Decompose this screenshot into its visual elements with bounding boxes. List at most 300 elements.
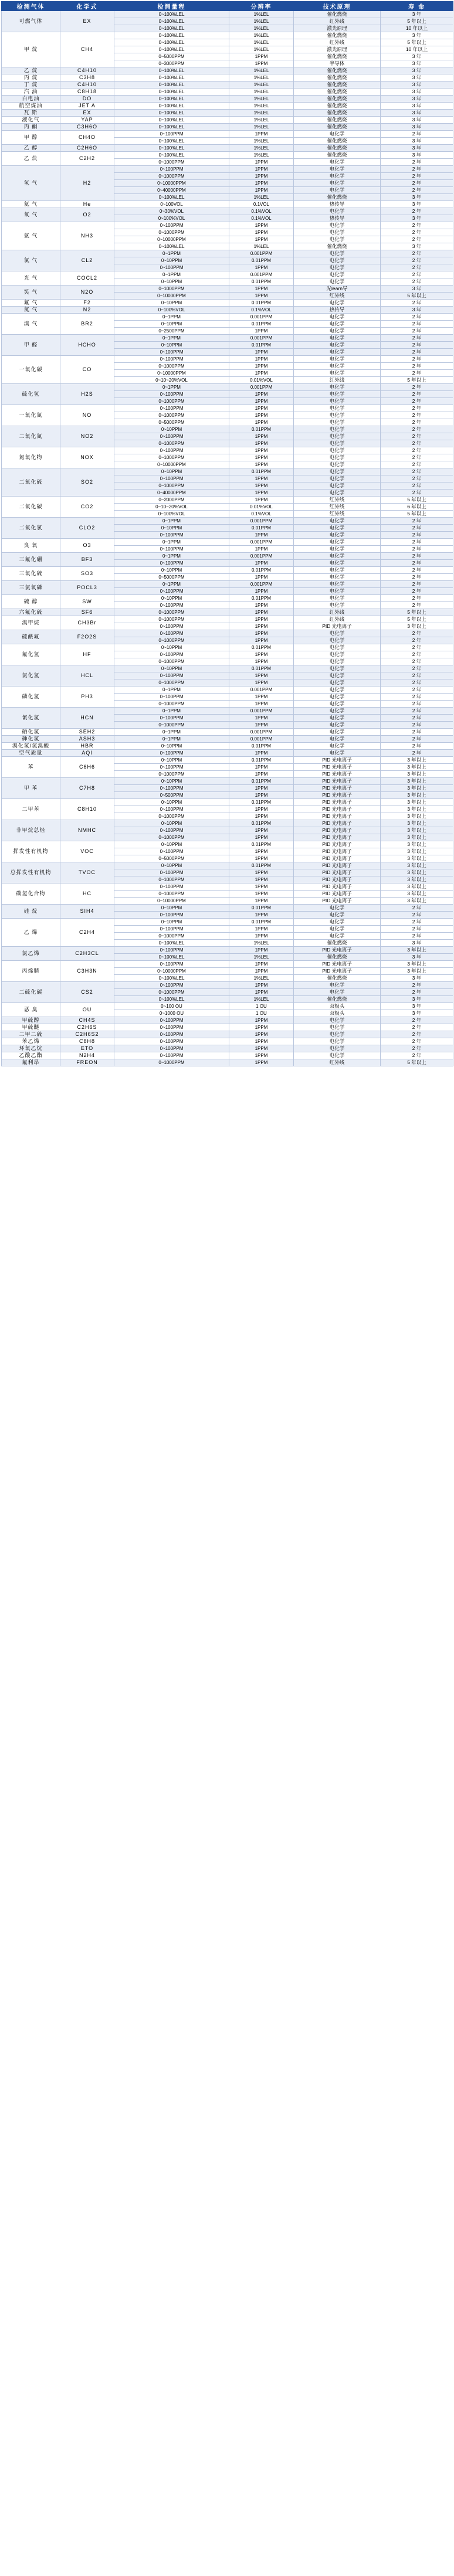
cell-resolution: 0.001PPM xyxy=(229,729,294,736)
cell-technology: PID 光电离子 xyxy=(294,883,381,891)
cell-detection-range: 0~10PPM xyxy=(114,567,229,574)
cell-lifetime: 3 年以上 xyxy=(381,848,453,855)
cell-detection-range: 0~100PPM xyxy=(114,651,229,658)
cell-lifetime: 2 年 xyxy=(381,701,453,708)
cell-lifetime: 2 年 xyxy=(381,539,453,546)
cell-resolution: 1PPM xyxy=(229,412,294,419)
cell-detection-range: 0~5000PPM xyxy=(114,53,229,60)
cell-lifetime: 2 年 xyxy=(381,342,453,349)
cell-lifetime: 2 年 xyxy=(381,173,453,180)
table-row xyxy=(2,518,453,525)
cell-lifetime: 2 年 xyxy=(381,602,453,609)
cell-resolution: 1PPM xyxy=(229,433,294,440)
cell-detection-range: 0~100PPM xyxy=(114,391,229,398)
cell-technology: 激光原理 xyxy=(294,25,381,32)
cell-detection-range: 0~1000PPM xyxy=(114,482,229,490)
column-header-technology: 技术原理 xyxy=(294,2,381,11)
cell-detection-range: 0~100PPM xyxy=(114,630,229,637)
cell-resolution: 1PPM xyxy=(229,715,294,722)
cell-detection-range: 0~10PPM xyxy=(114,919,229,926)
cell-resolution: 0.01PPM xyxy=(229,426,294,433)
cell-technology: 双极头 xyxy=(294,1003,381,1010)
cell-resolution: 1%LEL xyxy=(229,975,294,982)
cell-detection-range: 0~100%LEL xyxy=(114,46,229,53)
cell-detection-range: 0~100%LEL xyxy=(114,89,229,96)
cell-resolution: 1PPM xyxy=(229,771,294,778)
cell-detection-range: 0~100PPM xyxy=(114,532,229,539)
cell-detection-range: 0~100%VOL xyxy=(114,511,229,518)
cell-detection-range: 0~2000PPM xyxy=(114,497,229,504)
table-row xyxy=(2,89,453,96)
cell-resolution: 1PPM xyxy=(229,1024,294,1031)
cell-lifetime: 5 年以上 xyxy=(381,39,453,46)
cell-chemical-formula: C3H3N xyxy=(60,961,114,982)
cell-gas-name: 一氧化氮 xyxy=(2,405,60,426)
cell-chemical-formula: H2S xyxy=(60,384,114,405)
cell-lifetime: 2 年 xyxy=(381,349,453,356)
cell-lifetime: 3 年 xyxy=(381,286,453,293)
table-row xyxy=(2,743,453,750)
cell-gas-name: 瓦 斯 xyxy=(2,110,60,117)
cell-lifetime: 2 年 xyxy=(381,187,453,194)
cell-technology: 催化燃烧 xyxy=(294,11,381,18)
cell-lifetime: 2 年 xyxy=(381,328,453,335)
cell-detection-range: 0~10000PPM xyxy=(114,898,229,905)
cell-technology: PID 光电离子 xyxy=(294,623,381,630)
cell-detection-range: 0~10000PPM xyxy=(114,968,229,975)
cell-chemical-formula: HCL xyxy=(60,665,114,687)
cell-detection-range: 0~1PPM xyxy=(114,314,229,321)
cell-detection-range: 0~1PPM xyxy=(114,729,229,736)
cell-resolution: 1PPM xyxy=(229,933,294,940)
cell-lifetime: 3 年以上 xyxy=(381,806,453,813)
cell-chemical-formula: EX xyxy=(60,11,114,32)
cell-resolution: 1PPM xyxy=(229,926,294,933)
cell-resolution: 1PPM xyxy=(229,546,294,553)
table-row xyxy=(2,166,453,173)
table-row xyxy=(2,947,453,954)
cell-lifetime: 2 年 xyxy=(381,468,453,475)
cell-technology: 红外线 xyxy=(294,18,381,25)
cell-resolution: 1PPM xyxy=(229,440,294,447)
cell-resolution: 1PPM xyxy=(229,490,294,497)
cell-resolution: 1PPM xyxy=(229,454,294,461)
cell-technology: 电化学 xyxy=(294,672,381,679)
cell-lifetime: 2 年 xyxy=(381,384,453,391)
cell-detection-range: 0~1PPM xyxy=(114,708,229,715)
cell-technology: 电化学 xyxy=(294,490,381,497)
cell-resolution: 1%LEL xyxy=(229,18,294,25)
cell-resolution: 1PPM xyxy=(229,222,294,229)
cell-technology: PID 光电离子 xyxy=(294,771,381,778)
cell-gas-name: 环氧乙烷 xyxy=(2,1045,60,1052)
cell-lifetime: 3 年 xyxy=(381,194,453,201)
cell-lifetime: 3 年以上 xyxy=(381,623,453,630)
cell-gas-name: 乙 烷 xyxy=(2,67,60,74)
cell-technology: 电化学 xyxy=(294,905,381,912)
cell-technology: 催化燃烧 xyxy=(294,954,381,961)
cell-gas-name: 光 气 xyxy=(2,271,60,286)
cell-technology: PID 光电离子 xyxy=(294,764,381,771)
cell-lifetime: 3 年 xyxy=(381,243,453,250)
cell-detection-range: 0~1PPM xyxy=(114,335,229,342)
cell-technology: 双极头 xyxy=(294,1010,381,1017)
cell-detection-range: 0~10~20%VOL xyxy=(114,377,229,384)
cell-technology: 电化学 xyxy=(294,159,381,166)
cell-detection-range: 0~5000PPM xyxy=(114,419,229,426)
cell-resolution: 1%LEL xyxy=(229,39,294,46)
cell-technology: 电化学 xyxy=(294,335,381,342)
cell-detection-range: 0~100%LEL xyxy=(114,67,229,74)
cell-lifetime: 2 年 xyxy=(381,391,453,398)
cell-lifetime: 2 年 xyxy=(381,581,453,588)
cell-technology: 热传导 xyxy=(294,215,381,222)
cell-lifetime: 2 年 xyxy=(381,912,453,919)
cell-gas-name: 甲硫醚 xyxy=(2,1024,60,1031)
cell-chemical-formula: HCN xyxy=(60,708,114,729)
cell-technology: 催化燃烧 xyxy=(294,940,381,947)
cell-lifetime: 3 年 xyxy=(381,103,453,110)
cell-lifetime: 2 年 xyxy=(381,933,453,940)
cell-detection-range: 0~1000PPM xyxy=(114,229,229,236)
cell-detection-range: 0~10PPM xyxy=(114,468,229,475)
cell-lifetime: 3 年 xyxy=(381,996,453,1003)
cell-technology: 催化燃烧 xyxy=(294,117,381,124)
cell-resolution: 0.01PPM xyxy=(229,841,294,848)
cell-resolution: 1%LEL xyxy=(229,67,294,74)
cell-technology: 电化学 xyxy=(294,553,381,560)
cell-resolution: 1PPM xyxy=(229,398,294,405)
cell-resolution: 0.001PPM xyxy=(229,736,294,743)
cell-gas-name: 航空煤油 xyxy=(2,103,60,110)
cell-resolution: 1%LEL xyxy=(229,145,294,152)
cell-resolution: 0.01PPM xyxy=(229,300,294,307)
cell-gas-name: 硒化氢 xyxy=(2,729,60,736)
cell-detection-range: 0~100%LEL xyxy=(114,243,229,250)
cell-gas-name: 二硫化碳 xyxy=(2,982,60,1003)
cell-lifetime: 2 年 xyxy=(381,1024,453,1031)
cell-chemical-formula: H2 xyxy=(60,166,114,201)
cell-technology: 电化学 xyxy=(294,314,381,321)
cell-lifetime: 3 年 xyxy=(381,145,453,152)
cell-technology: 电化学 xyxy=(294,342,381,349)
cell-lifetime: 3 年以上 xyxy=(381,898,453,905)
cell-gas-name: 砷化氢 xyxy=(2,736,60,743)
cell-chemical-formula: CO xyxy=(60,356,114,384)
cell-technology: 催化燃烧 xyxy=(294,138,381,145)
cell-resolution: 0.01PPM xyxy=(229,468,294,475)
cell-resolution: 1%LEL xyxy=(229,940,294,947)
cell-resolution: 1PPM xyxy=(229,1059,294,1066)
cell-lifetime: 2 年 xyxy=(381,905,453,912)
cell-lifetime: 2 年 xyxy=(381,525,453,532)
cell-chemical-formula: F2O2S xyxy=(60,630,114,644)
cell-lifetime: 2 年 xyxy=(381,166,453,173)
cell-resolution: 1%LEL xyxy=(229,152,294,159)
cell-technology: 电化学 xyxy=(294,1031,381,1038)
cell-resolution: 1PPM xyxy=(229,658,294,665)
cell-detection-range: 0~100PPM xyxy=(114,1017,229,1024)
cell-chemical-formula: BF3 xyxy=(60,553,114,567)
cell-chemical-formula: C8H10 xyxy=(60,799,114,820)
table-row xyxy=(2,919,453,926)
cell-lifetime: 2 年 xyxy=(381,208,453,215)
cell-gas-name: 二氧化氮 xyxy=(2,426,60,447)
cell-resolution: 1PPM xyxy=(229,328,294,335)
cell-gas-name: 丙 烷 xyxy=(2,74,60,81)
cell-chemical-formula: HF xyxy=(60,644,114,665)
table-row xyxy=(2,208,453,215)
cell-resolution: 1PPM xyxy=(229,672,294,679)
cell-resolution: 1PPM xyxy=(229,574,294,581)
cell-lifetime: 3 年以上 xyxy=(381,771,453,778)
cell-technology: 电化学 xyxy=(294,989,381,996)
cell-detection-range: 0~10PPM xyxy=(114,743,229,750)
cell-lifetime: 3 年 xyxy=(381,11,453,18)
cell-detection-range: 0~100%LEL xyxy=(114,145,229,152)
cell-resolution: 1PPM xyxy=(229,497,294,504)
cell-resolution: 1PPM xyxy=(229,750,294,757)
cell-technology: 电化学 xyxy=(294,328,381,335)
cell-chemical-formula: C2H6S xyxy=(60,1024,114,1031)
cell-technology: 催化燃烧 xyxy=(294,194,381,201)
cell-technology: 电化学 xyxy=(294,475,381,482)
table-row xyxy=(2,152,453,159)
cell-detection-range: 0~10000PPM xyxy=(114,370,229,377)
cell-detection-range: 0~100PPM xyxy=(114,982,229,989)
cell-resolution: 1PPM xyxy=(229,722,294,729)
cell-resolution: 1PPM xyxy=(229,187,294,194)
cell-lifetime: 2 年 xyxy=(381,672,453,679)
gas-spec-table xyxy=(1,1,453,1066)
cell-resolution: 1PPM xyxy=(229,982,294,989)
cell-gas-name: 氮氧化物 xyxy=(2,447,60,468)
cell-detection-range: 0~1PPM xyxy=(114,250,229,257)
cell-gas-name: 硫 醇 xyxy=(2,595,60,609)
cell-lifetime: 2 年 xyxy=(381,363,453,370)
cell-resolution: 1PPM xyxy=(229,616,294,623)
cell-technology: PID 光电离子 xyxy=(294,778,381,785)
cell-resolution: 1%LEL xyxy=(229,117,294,124)
cell-technology: 电化学 xyxy=(294,919,381,926)
cell-resolution: 1%LEL xyxy=(229,194,294,201)
cell-detection-range: 0~10000PPM xyxy=(114,461,229,468)
cell-technology: PID 光电离子 xyxy=(294,862,381,869)
cell-lifetime: 3 年 xyxy=(381,89,453,96)
cell-technology: 电化学 xyxy=(294,482,381,490)
cell-lifetime: 2 年 xyxy=(381,722,453,729)
cell-lifetime: 2 年 xyxy=(381,356,453,363)
table-row xyxy=(2,1059,453,1066)
cell-detection-range: 0~1000PPM xyxy=(114,440,229,447)
cell-detection-range: 0~100PPM xyxy=(114,560,229,567)
cell-lifetime: 3 年 xyxy=(381,74,453,81)
cell-gas-name: 笑 气 xyxy=(2,286,60,300)
cell-detection-range: 0~100PPM xyxy=(114,356,229,363)
cell-resolution: 1%LEL xyxy=(229,32,294,39)
cell-technology: 催化燃烧 xyxy=(294,996,381,1003)
cell-technology: 电化学 xyxy=(294,637,381,644)
cell-technology: 电化学 xyxy=(294,1045,381,1052)
cell-technology: 光learn导 xyxy=(294,286,381,293)
cell-technology: 电化学 xyxy=(294,658,381,665)
table-row xyxy=(2,81,453,89)
table-row xyxy=(2,300,453,307)
table-row xyxy=(2,1024,453,1031)
cell-lifetime: 2 年 xyxy=(381,335,453,342)
cell-detection-range: 0~100PPM xyxy=(114,1031,229,1038)
cell-chemical-formula: CO2 xyxy=(60,497,114,518)
cell-technology: 电化学 xyxy=(294,278,381,286)
cell-resolution: 1 OU xyxy=(229,1010,294,1017)
cell-gas-name: 甲 苯 xyxy=(2,778,60,799)
cell-lifetime: 2 年 xyxy=(381,665,453,672)
cell-gas-name: 乙 烯 xyxy=(2,919,60,947)
cell-resolution: 1PPM xyxy=(229,1052,294,1059)
table-row xyxy=(2,905,453,912)
cell-technology: 电化学 xyxy=(294,518,381,525)
cell-lifetime: 2 年 xyxy=(381,630,453,637)
cell-technology: PID 光电离子 xyxy=(294,834,381,841)
cell-gas-name: 挥发性有机物 xyxy=(2,841,60,862)
cell-technology: 电化学 xyxy=(294,736,381,743)
cell-resolution: 1PPM xyxy=(229,131,294,138)
cell-gas-name: 恶 臭 xyxy=(2,1003,60,1017)
cell-detection-range: 0~1000PPM xyxy=(114,609,229,616)
cell-lifetime: 2 年 xyxy=(381,1045,453,1052)
cell-resolution: 1%LEL xyxy=(229,996,294,1003)
cell-gas-name: 硫化氢 xyxy=(2,384,60,405)
cell-resolution: 1PPM xyxy=(229,694,294,701)
cell-technology: 电化学 xyxy=(294,1017,381,1024)
cell-chemical-formula: NO xyxy=(60,405,114,426)
cell-resolution: 1PPM xyxy=(229,532,294,539)
cell-detection-range: 0~5000PPM xyxy=(114,855,229,862)
cell-detection-range: 0~100%LEL xyxy=(114,18,229,25)
cell-resolution: 1PPM xyxy=(229,792,294,799)
cell-detection-range: 0~100%VOL xyxy=(114,215,229,222)
cell-chemical-formula: OU xyxy=(60,1003,114,1017)
cell-chemical-formula: SF6 xyxy=(60,609,114,616)
cell-lifetime: 3 年 xyxy=(381,940,453,947)
cell-gas-name: 二氧化硫 xyxy=(2,468,60,497)
cell-detection-range: 0~1000PPM xyxy=(114,989,229,996)
cell-technology: 电化学 xyxy=(294,588,381,595)
cell-technology: 催化燃烧 xyxy=(294,67,381,74)
cell-resolution: 0.01PPM xyxy=(229,905,294,912)
cell-technology: 红外线 xyxy=(294,511,381,518)
cell-lifetime: 2 年 xyxy=(381,419,453,426)
cell-lifetime: 3 年以上 xyxy=(381,947,453,954)
cell-chemical-formula: C7H8 xyxy=(60,778,114,799)
cell-gas-name: 溴甲烷 xyxy=(2,616,60,630)
cell-resolution: 0.01PPM xyxy=(229,799,294,806)
cell-detection-range: 0~100PPM xyxy=(114,546,229,553)
cell-resolution: 1PPM xyxy=(229,53,294,60)
table-row xyxy=(2,67,453,74)
cell-technology: 热传导 xyxy=(294,307,381,314)
cell-resolution: 1PPM xyxy=(229,405,294,412)
table-row xyxy=(2,314,453,321)
table-row xyxy=(2,286,453,293)
cell-detection-range: 0~100PPM xyxy=(114,961,229,968)
cell-lifetime: 2 年 xyxy=(381,250,453,257)
table-row xyxy=(2,145,453,152)
cell-resolution: 0.001PPM xyxy=(229,335,294,342)
cell-detection-range: 0~100%LEL xyxy=(114,996,229,1003)
cell-detection-range: 0~100PPM xyxy=(114,869,229,876)
cell-resolution: 0.01%VOL xyxy=(229,504,294,511)
cell-resolution: 1PPM xyxy=(229,609,294,616)
cell-technology: 红外线 xyxy=(294,504,381,511)
cell-detection-range: 0~40000PPM xyxy=(114,187,229,194)
cell-chemical-formula: AQI xyxy=(60,750,114,757)
cell-lifetime: 3 年以上 xyxy=(381,862,453,869)
cell-lifetime: 2 年 xyxy=(381,518,453,525)
cell-detection-range: 0~5000PPM xyxy=(114,574,229,581)
cell-resolution: 1PPM xyxy=(229,264,294,271)
cell-detection-range: 0~10000PPM xyxy=(114,293,229,300)
cell-technology: PID 光电离子 xyxy=(294,968,381,975)
cell-resolution: 1PPM xyxy=(229,869,294,876)
cell-detection-range: 0~100PPM xyxy=(114,1045,229,1052)
cell-lifetime: 3 年以上 xyxy=(381,883,453,891)
cell-gas-name: 二氧化碳 xyxy=(2,497,60,518)
cell-detection-range: 0~40000PPM xyxy=(114,490,229,497)
cell-detection-range: 0~100PPM xyxy=(114,349,229,356)
cell-resolution: 1PPM xyxy=(229,813,294,820)
cell-resolution: 1PPM xyxy=(229,912,294,919)
cell-lifetime: 5 年以上 xyxy=(381,1059,453,1066)
cell-detection-range: 0~1PPM xyxy=(114,553,229,560)
cell-detection-range: 0~100VOL xyxy=(114,201,229,208)
table-row xyxy=(2,405,453,412)
cell-resolution: 1PPM xyxy=(229,159,294,166)
table-body xyxy=(2,11,453,1066)
cell-gas-name: 丙烯腈 xyxy=(2,961,60,982)
cell-lifetime: 2 年 xyxy=(381,567,453,574)
cell-resolution: 1PPM xyxy=(229,173,294,180)
table-row xyxy=(2,250,453,257)
cell-gas-name: 氟 气 xyxy=(2,300,60,307)
cell-resolution: 0.001PPM xyxy=(229,539,294,546)
cell-lifetime: 2 年 xyxy=(381,750,453,757)
cell-detection-range: 0~10PPM xyxy=(114,841,229,848)
cell-resolution: 1PPM xyxy=(229,180,294,187)
cell-detection-range: 0~100%LEL xyxy=(114,954,229,961)
cell-detection-range: 0~10PPM xyxy=(114,778,229,785)
cell-lifetime: 3 年 xyxy=(381,81,453,89)
cell-lifetime: 3 年以上 xyxy=(381,891,453,898)
cell-technology: 电化学 xyxy=(294,701,381,708)
cell-resolution: 1%LEL xyxy=(229,74,294,81)
cell-lifetime: 3 年以上 xyxy=(381,820,453,827)
cell-technology: 电化学 xyxy=(294,271,381,278)
cell-chemical-formula: O3 xyxy=(60,539,114,553)
cell-lifetime: 3 年以上 xyxy=(381,841,453,848)
cell-technology: 电化学 xyxy=(294,694,381,701)
cell-technology: 电化学 xyxy=(294,349,381,356)
cell-gas-name: 氯 气 xyxy=(2,250,60,271)
cell-detection-range: 0~10PPM xyxy=(114,757,229,764)
gas-sensor-specification-sheet xyxy=(0,0,454,1070)
cell-resolution: 0.001PPM xyxy=(229,314,294,321)
cell-chemical-formula: O2 xyxy=(60,208,114,222)
table-row xyxy=(2,729,453,736)
cell-resolution: 1PPM xyxy=(229,560,294,567)
cell-resolution: 1PPM xyxy=(229,166,294,173)
table-row xyxy=(2,609,453,616)
